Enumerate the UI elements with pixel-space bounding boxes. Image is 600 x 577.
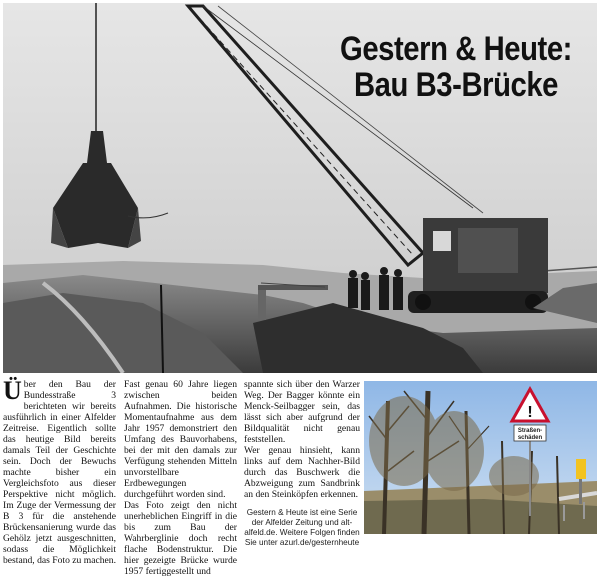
series-note: Gestern & Heute ist eine Serie der Alfelder Zeitung und alt-alfeld.de. Weitere Folgen finden Sie unter azurl.de/gesternheute (244, 508, 360, 547)
sign-label-line-1: Straßen- (517, 428, 543, 434)
paragraph-5: Wer genau hinsieht, kann links auf dem Nachher-Bild durch das Buschwerk die Abzweigung zum Sandbrink an den Steinköpfen erkennen. (244, 445, 360, 500)
article-column-1 (3, 376, 116, 566)
paragraph-1-text: ber den Bau der Bundesstraße 3 berichteten wir bereits ausführlich in einer Alfelder Zeitreise. Eigentlich sollte das heutige Bild bereits damals Teil der Geschichte sein. Doch der Bewuchs machte bisher ein Vergleichsfoto aus dieser Perspektive nicht möglich. Im Zuge der Vermessung der B 3 für die anstehende Brückensanierung wurde das Gehölz jetzt ausgeschnitten, sodass die Möglichkeit bestand, das Foto zu machen. (3, 379, 116, 566)
article-body (3, 376, 360, 577)
paragraph-2: Fast genau 60 Jahre liegen zwischen beiden Aufnahmen. Die historische Momentaufnahme aus dem Jahr 1957 demonstriert den Umfang des Bauvorhabens, bei der mit den damals zur Verfügung stehenden Mitteln unvorstellbare Erdbewegungen durchgeführt worden sind. (124, 379, 237, 500)
current-photo-illustration (364, 381, 597, 534)
headline-line-2: Bau B3-Brücke (353, 66, 559, 104)
current-photo (364, 381, 597, 534)
paragraph-3: Das Foto zeigt den nicht unerheblichen Eingriff in die bis zum Bau der Wahrberglinie doch recht flache Bodenstruktur. Die hier gezeigte Brücke wurde 1957 fertiggestellt und (124, 500, 237, 577)
article-column-2 (124, 379, 237, 577)
historic-photo (3, 3, 597, 373)
article-column-3 (244, 379, 360, 548)
paragraph-4: spannte sich über den Warzer Weg. Der Bagger könnte ein Menck-Seilbagger sein, das lässt sich aber aufgrund der Bildqualität nicht genau feststellen. (244, 379, 360, 445)
headline-line-1: Gestern & Heute: (340, 30, 572, 68)
headline (340, 31, 572, 103)
paragraph-1 (3, 376, 116, 566)
sign-label-line-2: schäden (517, 435, 543, 441)
svg-text:!: ! (527, 404, 533, 421)
drop-cap: Ü (3, 376, 22, 405)
